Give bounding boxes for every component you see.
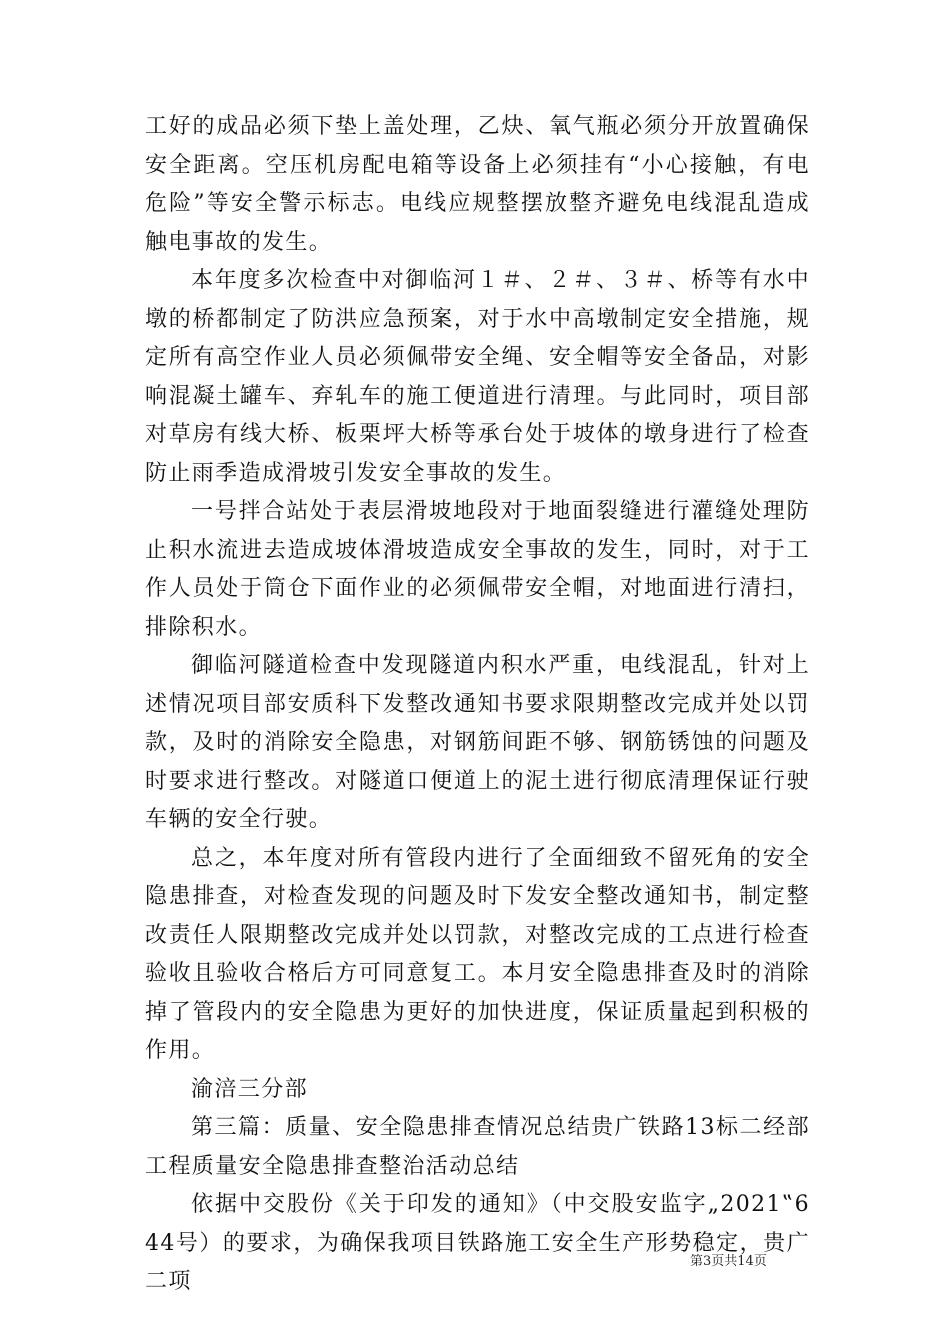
signature-line: 渝涪三分部 bbox=[191, 1076, 309, 1102]
paragraph-6: 依据中交股份《关于印发的通知》（中交股安监字„2021‟644号）的要求，为确保我项目铁路施工安全生产形势稳定，贵广二项 bbox=[145, 1192, 810, 1294]
paragraph-4: 御临河隧道检查中发现隧道内积水严重，电线混乱，针对上述情况项目部安质科下发整改通知书要求限期整改完成并处以罚款，及时的消除安全隐患，对钢筋间距不够、钢筋锈蚀的问题及时要求进行整改。对隧道口便道上的泥土进行彻底清理保证行驶车辆的安全行驶。 bbox=[145, 653, 810, 832]
document-body bbox=[145, 108, 810, 1302]
page-footer: 第3页共14页 bbox=[690, 1254, 767, 1269]
paragraph-1: 工好的成品必须下垫上盖处理，乙炔、氧气瓶必须分开放置确保安全距离。空压机房配电箱等设备上必须挂有“小心接触，有电危险”等安全警示标志。电线应规整摆放整齐避免电线混乱造成触电事故的发生。 bbox=[145, 114, 810, 255]
paragraph-2: 本年度多次检查中对御临河１＃、２＃、３＃、桥等有水中墩的桥都制定了防洪应急预案，对于水中高墩制定安全措施，规定所有高空作业人员必须佩带安全绳、安全帽等安全备品，对影响混凝土罐车、弃轧车的施工便道进行清理。与此同时，项目部对草房有线大桥、板栗坪大桥等承台处于坡体的墩身进行了检查防止雨季造成滑坡引发安全事故的发生。 bbox=[145, 268, 810, 486]
section-heading: 第三篇：质量、安全隐患排查情况总结贵广铁路13标二经部工程质量安全隐患排查整治活动总结 bbox=[145, 1115, 810, 1179]
paragraph-5: 总之，本年度对所有管段内进行了全面细致不留死角的安全隐患排查，对检查发现的问题及时下发安全整改通知书，制定整改责任人限期整改完成并处以罚款，对整改完成的工点进行检查验收且验收合格后方可同意复工。本月安全隐患排查及时的消除掉了管段内的安全隐患为更好的加快进度，保证质量起到积极的作用。 bbox=[145, 845, 810, 1063]
paragraph-3: 一号拌合站处于表层滑坡地段对于地面裂缝进行灌缝处理防止积水流进去造成坡体滑坡造成安全事故的发生，同时，对于工作人员处于筒仓下面作业的必须佩带安全帽，对地面进行清扫，排除积水。 bbox=[145, 499, 810, 640]
